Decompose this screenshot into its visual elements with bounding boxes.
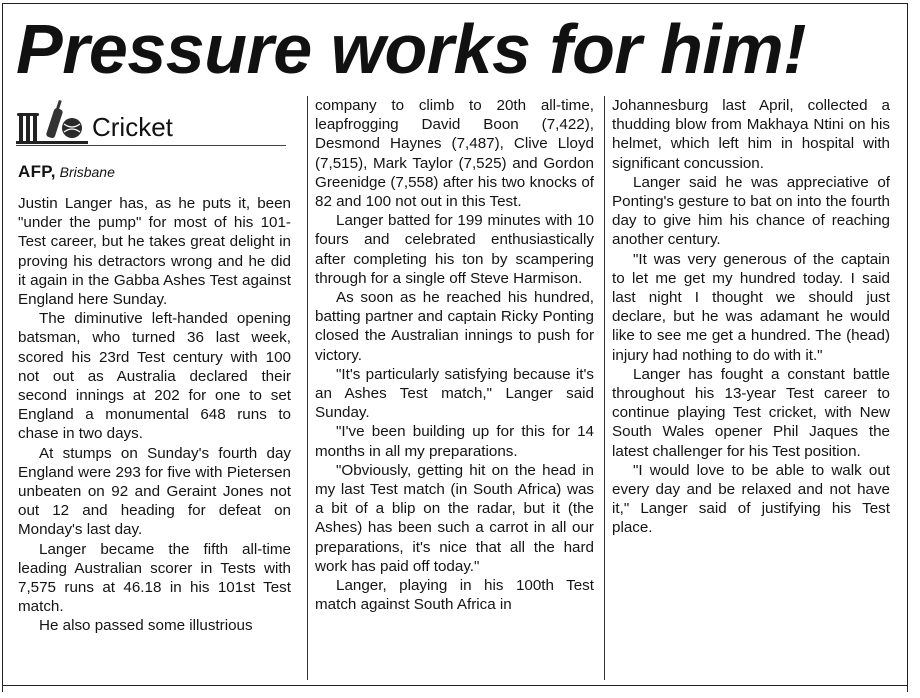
byline <box>18 164 291 180</box>
paragraph: "I've been building up for this for 14 months in all my preparations. <box>315 423 594 460</box>
paragraph: "I would love to be able to walk out every day and be relaxed and not have it," Langer said of justifying his Test place. <box>612 461 890 537</box>
paragraph: Langer, playing in his 100th Test match against South Africa in <box>315 577 594 614</box>
section-label: Cricket <box>92 112 173 142</box>
paragraph: Langer said he was appreciative of Ponting's gesture to bat on into the fourth day to give him his chance of reaching another century. <box>612 173 890 249</box>
paragraph: "It's particularly satisfying because it's an Ashes Test match," Langer said Sunday. <box>315 365 594 422</box>
section-header <box>16 98 291 144</box>
paragraph: At stumps on Sunday's fourth day England were 293 for five with Pietersen unbeaten on 92 and Geraint Jones not out 12 and heading for defeat on Monday's last day. <box>18 444 291 539</box>
article-column-3 <box>604 96 890 680</box>
paragraph: Langer has fought a constant battle throughout his 13-year Test career to continue playing Test cricket, with New South Wales opener Phil Jaques the latest challenger for his Test position. <box>612 365 890 460</box>
paragraph: Johannesburg last April, collected a thudding blow from Makhaya Ntini on his helmet, which left him in hospital with significant concussion. <box>612 97 890 172</box>
column-2-text <box>315 96 594 614</box>
paragraph: Langer became the fifth all-time leading Australian scorer in Tests with 7,575 runs at 46.18 in his 101st Test match. <box>18 540 291 616</box>
byline-place: Brisbane <box>59 164 115 180</box>
cricket-bat-ball-wickets-icon <box>16 100 88 144</box>
paragraph: Langer batted for 199 minutes with 10 fours and celebrated enthusiastically after completing his ton by scampering through for a single off Steve Harmison. <box>315 212 594 287</box>
article-column-2 <box>307 96 594 680</box>
paragraph: Justin Langer has, as he puts it, been "under the pump" for most of his 101-Test career, but he takes great delight in proving his detractors wrong and he did it again in the Gabba Ashes Test against England here Sunday. <box>18 195 291 309</box>
section-rule <box>16 145 286 146</box>
bottom-rule <box>2 685 908 686</box>
paragraph: The diminutive left-handed opening batsman, who turned 36 last week, scored his 23rd Test century with 100 not out as Australia declared their second innings at 202 for one to set England a monumental 648 runs to chase in two days. <box>18 310 291 443</box>
article-column-1 <box>12 98 291 678</box>
paragraph: He also passed some illustrious <box>39 617 253 635</box>
byline-agency: AFP, <box>18 162 56 181</box>
paragraph: "Obviously, getting hit on the head in my last Test match (in South Africa) was a bit of a blip on the radar, but it (the Ashes) has been such a carrot in all our preparations, it's nice that all the hard work has paid off today." <box>315 461 594 575</box>
paragraph: company to climb to 20th all-time, leapfrogging David Boon (7,422), Desmond Haynes (7,487), Clive Lloyd (7,515), Mark Taylor (7,525) and Gordon Greenidge (7,558) after his two knocks of 82 and 100 not out in this Test. <box>315 97 594 211</box>
column-3-text <box>612 96 890 538</box>
paragraph: As soon as he reached his hundred, batting partner and captain Ricky Ponting closed the Australian innings to push for victory. <box>315 289 594 364</box>
column-1-text <box>18 194 291 636</box>
headline: Pressure works for him! <box>16 10 806 88</box>
paragraph: "It was very generous of the captain to let me get my hundred today. I said last night I thought we should just declare, but he was adamant he would like to see me get a hundred. The (head) injury had nothing to do with it." <box>612 250 890 364</box>
